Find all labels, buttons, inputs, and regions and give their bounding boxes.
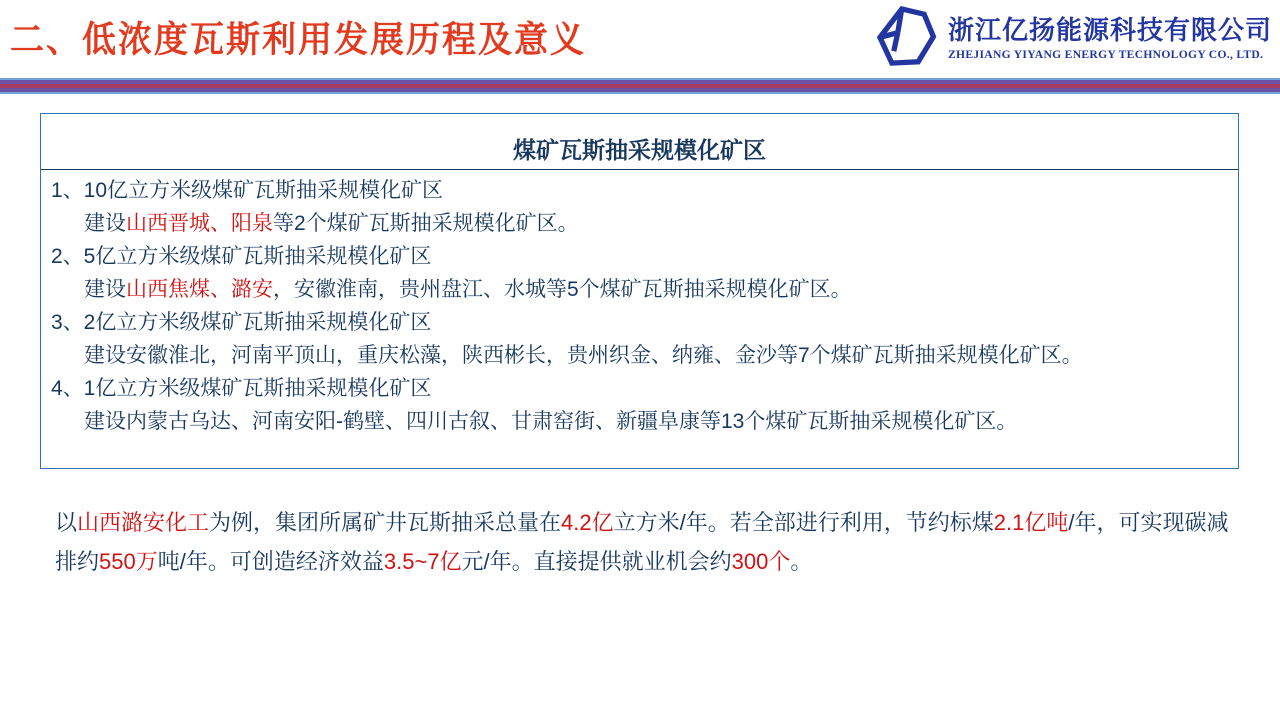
text-segment-red: 山西焦煤、潞安 — [126, 278, 273, 301]
text-segment-navy: 建设 — [84, 212, 126, 235]
header-divider — [0, 78, 1280, 94]
company-name-cn: 浙江亿扬能源科技有限公司 — [947, 15, 1272, 45]
item-detail — [51, 273, 1226, 306]
text-segment-red: 4.2亿 — [561, 510, 614, 535]
item-heading: 1、10亿立方米级煤矿瓦斯抽采规模化矿区 — [51, 179, 444, 202]
text-segment-navy: 等2个煤矿瓦斯抽采规模化矿区。 — [273, 212, 579, 235]
mining-areas-box — [40, 113, 1239, 469]
text-segment-navy: 以 — [55, 510, 78, 535]
item-heading: 4、1亿立方米级煤矿瓦斯抽采规模化矿区 — [51, 377, 432, 400]
mining-areas-list — [41, 170, 1238, 438]
text-segment-navy: 。 — [790, 549, 813, 574]
item-detail — [51, 339, 1226, 372]
text-segment-navy: 建设 — [84, 278, 126, 301]
item-detail — [51, 405, 1226, 438]
text-segment-navy: /年，可实现碳减排约 — [55, 510, 1229, 574]
text-segment-red: 550万 — [99, 549, 158, 574]
text-segment-red: 2.1亿吨 — [993, 510, 1069, 535]
company-logo — [874, 5, 1272, 71]
text-segment-red: 300个 — [731, 549, 791, 574]
list-item-3 — [51, 306, 1226, 372]
list-item-2 — [51, 240, 1226, 306]
item-detail — [51, 207, 1226, 240]
text-segment-navy: 建设内蒙古乌达、河南安阳-鹤壁、四川古叙、甘肃窑街、新疆阜康等13个煤矿瓦斯抽采规模化矿区。 — [84, 410, 1018, 433]
text-segment-red: 山西晋城、阳泉 — [126, 212, 273, 235]
summary-paragraph — [55, 503, 1233, 581]
text-segment-navy: 建设安徽淮北，河南平顶山，重庆松藻，陕西彬长，贵州织金、纳雍、金沙等7个煤矿瓦斯抽采规模化矿区。 — [84, 344, 1083, 367]
page-title: 二、低浓度瓦斯利用发展历程及意义 — [10, 20, 586, 61]
text-segment-navy: ，安徽淮南，贵州盘江、水城等5个煤矿瓦斯抽采规模化矿区。 — [273, 278, 852, 301]
text-segment-navy: 立方米/年。若全部进行利用，节约标煤 — [613, 510, 994, 535]
company-name-block — [948, 15, 1272, 61]
list-item-1 — [51, 174, 1226, 240]
text-segment-navy: 为例，集团所属矿井瓦斯抽采总量在 — [209, 510, 562, 535]
divider-stripe-blue — [0, 92, 1280, 94]
text-segment-navy: 元/年。直接提供就业机会约 — [461, 549, 732, 574]
item-heading: 3、2亿立方米级煤矿瓦斯抽采规模化矿区 — [51, 311, 432, 334]
item-heading: 2、5亿立方米级煤矿瓦斯抽采规模化矿区 — [51, 245, 432, 268]
text-segment-navy: 吨/年。可创造经济效益 — [157, 549, 384, 574]
company-name-en: ZHEJIANG YIYANG ENERGY TECHNOLOGY CO., LTD. — [947, 48, 1264, 61]
text-segment-red: 山西潞安化工 — [77, 510, 210, 535]
hexagon-gem-icon — [874, 5, 940, 71]
text-segment-red: 3.5~7亿 — [383, 549, 462, 574]
box-title: 煤矿瓦斯抽采规模化矿区 — [41, 114, 1238, 170]
list-item-4 — [51, 372, 1226, 438]
